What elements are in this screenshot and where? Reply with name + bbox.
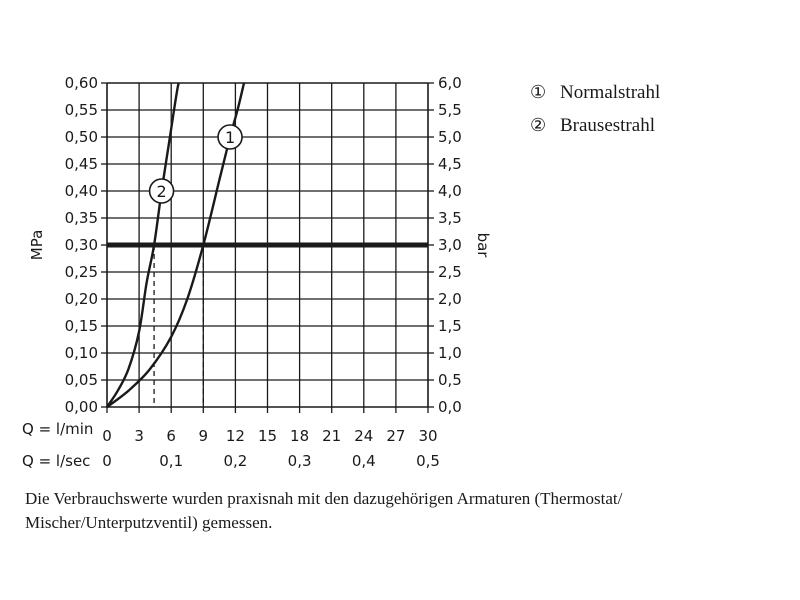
series-marker-label-1: 1 [224,128,236,147]
x-axis-lsec-ticks [102,452,440,470]
y-left-tick-label: 0,25 [64,263,98,281]
x-axis-lmin-label: Q = l/min [22,420,94,438]
y-right-tick-label: 0,0 [438,398,462,416]
legend-label-normalstrahl: Normalstrahl [560,82,661,103]
y-axis-left-ticks [65,74,98,416]
y-left-tick-label: 0,30 [64,236,98,254]
x-lmin-tick-label: 30 [418,427,438,445]
x-lsec-tick-label: 0,1 [159,452,184,470]
y-left-tick-label: 0,40 [64,182,98,200]
y-right-tick-label: 0,5 [438,371,462,389]
y-left-tick-label: 0,05 [64,371,98,389]
x-lsec-tick-label: 0,4 [351,452,376,470]
y-left-tick-label: 0,00 [64,398,98,416]
legend-entry-brausestrahl [530,115,655,136]
legend-marker-1-icon: ① [530,82,547,103]
y-right-tick-label: 4,0 [438,182,462,200]
y-left-tick-label: 0,45 [64,155,98,173]
y-axis-right-label: bar [474,232,492,258]
x-lsec-tick-label: 0,2 [223,452,248,470]
series-marker-label-2: 2 [156,182,167,201]
grid [101,83,434,413]
y-right-tick-label: 2,5 [438,263,462,281]
x-axis-lsec-label: Q = l/sec [22,452,91,470]
y-left-tick-label: 0,55 [64,101,98,119]
y-left-tick-label: 0,20 [64,290,98,308]
x-lmin-tick-label: 9 [198,427,209,445]
x-lmin-tick-label: 21 [322,427,342,445]
caption-line-2: Mischer/Unterputzventil) gemessen. [25,513,273,532]
y-axis-left-label: MPa [28,229,46,261]
x-lmin-tick-label: 24 [354,427,374,445]
y-left-tick-label: 0,60 [64,74,98,92]
y-right-tick-label: 3,5 [438,209,462,227]
x-lmin-tick-label: 15 [257,427,278,445]
y-right-tick-label: 5,5 [438,101,462,119]
y-right-tick-label: 6,0 [438,74,462,92]
y-right-tick-label: 3,0 [438,236,462,254]
y-right-tick-label: 1,5 [438,317,462,335]
y-right-tick-label: 2,0 [438,290,462,308]
caption [25,487,785,535]
x-lmin-tick-label: 6 [166,427,176,445]
x-lmin-tick-label: 18 [290,427,310,445]
x-lmin-tick-label: 3 [134,427,144,445]
legend [530,82,660,136]
x-lmin-tick-label: 0 [102,427,112,445]
y-right-tick-label: 4,5 [438,155,462,173]
caption-line-1: Die Verbrauchswerte wurden praxisnah mit den dazugehörigen Armaturen (Thermostat/ [25,489,623,508]
legend-marker-2-icon: ② [530,115,547,136]
y-left-tick-label: 0,10 [64,344,98,362]
legend-label-brausestrahl: Brausestrahl [560,115,655,136]
y-right-tick-label: 5,0 [438,128,462,146]
x-axis-lmin-ticks [102,427,437,445]
y-axis-right-ticks [438,74,462,416]
x-lsec-tick-label: 0,3 [287,452,312,470]
x-lmin-tick-label: 12 [225,427,245,445]
y-left-tick-label: 0,35 [64,209,98,227]
y-left-tick-label: 0,15 [64,317,98,335]
x-lmin-tick-label: 27 [386,427,406,445]
x-lsec-tick-label: 0,5 [416,452,440,470]
legend-entry-normalstrahl [530,82,660,103]
y-left-tick-label: 0,50 [64,128,98,146]
x-lsec-tick-label: 0 [102,452,112,470]
y-right-tick-label: 1,0 [438,344,462,362]
